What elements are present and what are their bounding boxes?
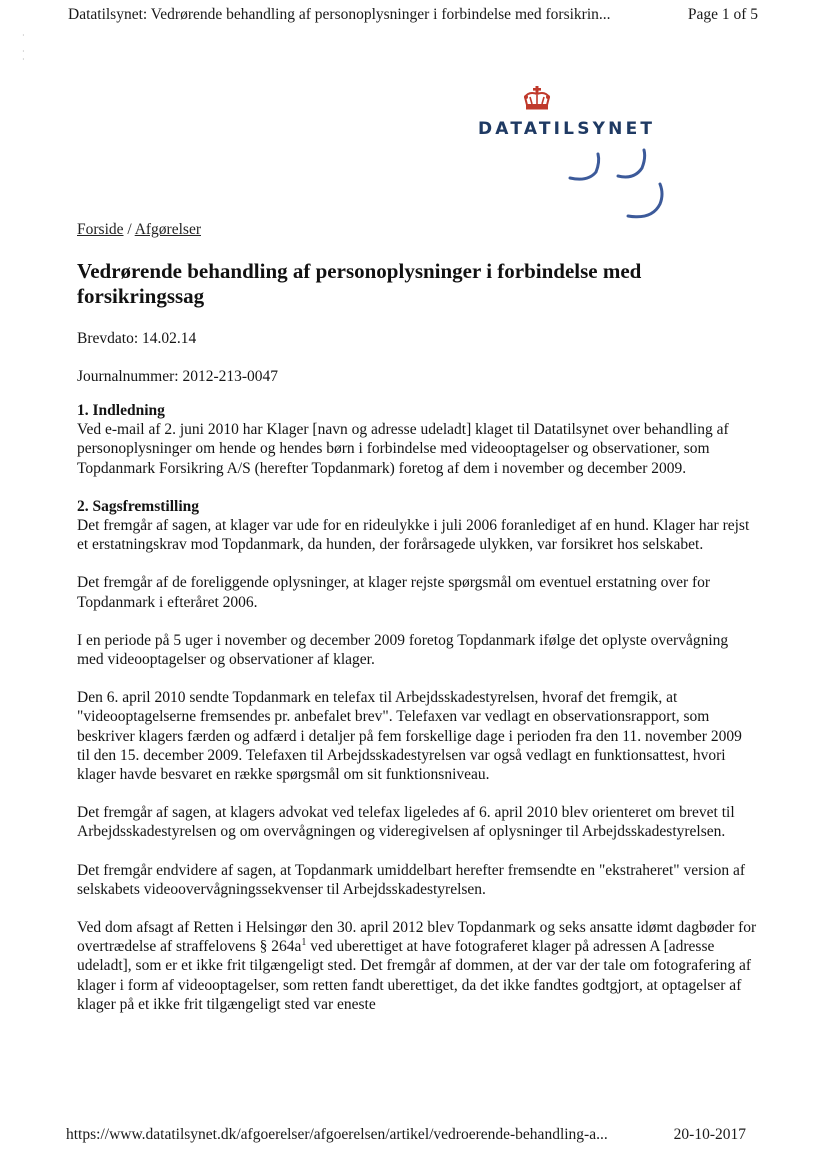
- section-heading-sagsfremstilling: 2. Sagsfremstilling: [77, 497, 199, 515]
- print-header: [68, 6, 758, 24]
- paragraph: Det fremgår af sagen, at klagers advokat ved telefax ligeledes af 6. april 2010 blev orienteret om brevet til Arbejdsskadestyrelsen og om overvågningen og videregivelsen af oplysninger til Arbejdsskadestyrelsen.: [77, 804, 735, 841]
- breadcrumb-section-link[interactable]: Afgørelser: [134, 221, 201, 238]
- scan-artifact: · · ·: [22, 31, 25, 64]
- paragraph: [77, 918, 757, 1014]
- letter-date: Brevdato: 14.02.14: [77, 330, 197, 347]
- breadcrumb-separator: /: [123, 221, 135, 238]
- paragraph: Den 6. april 2010 sendte Topdanmark en telefax til Arbejdsskadestyrelsen, hvoraf det fremgik, at "videooptagelserne fremsendes pr. anbefalet brev". Telefaxen var vedlagt en observationsrapport, som beskriver klagers færden og adfærd i detaljer på fem forskellige dage i perioden fra den 11. november 2009 til den 15. december 2009. Telefaxen til Arbejdsskadestyrelsen var også vedlagt en funktionsattest, hvori klager havde besvaret en række spørgsmål om sit funktionsniveau.: [77, 689, 742, 784]
- page-title: Vedrørende behandling af personoplysninger i forbindelse med forsikringssag: [77, 259, 642, 308]
- datatilsynet-logo: [470, 86, 710, 156]
- paragraph-text: ved uberettiget at have fotograferet klager på adressen A [adresse udeladt], som er et ikke frit tilgængeligt sted. Det fremgår af dommen, at der var der tale om fotografering af klager i form af videooptagelser, som retten fandt uberettiget, da det ikke fandtes godtgjort, at optagelser af klager på et ikke frit tilgængeligt sted var eneste: [77, 938, 752, 1013]
- footnote-marker[interactable]: 1: [301, 937, 307, 949]
- document-body: [77, 401, 757, 1033]
- print-footer: [66, 1126, 746, 1144]
- paragraph: Det fremgår af sagen, at klager var ude for en rideulykke i juli 2006 foranlediget af en hund. Klager har rejst et erstatningskrav mod Topdanmark, da hunden, der forårsagede ulykken, var forsikret hos selskabet.: [77, 517, 750, 554]
- paragraph-text: Ved dom afsagt af Retten i Helsingør den 30. april 2012 blev Topdanmark og seks ansatte idømt dagbøder for overtrædelse af straffelovens § 264a: [77, 919, 757, 956]
- logo-text: DATATILSYNET: [478, 119, 656, 139]
- crown-icon: [522, 86, 552, 112]
- print-header-title: Datatilsynet: Vedrørende behandling af personoplysninger i forbindelse med forsikrin...: [68, 6, 611, 23]
- paragraph: Ved e-mail af 2. juni 2010 har Klager [navn og adresse udeladt] klaget til Datatilsynet over behandling af personoplysninger om hende og hendes børn i forbindelse med videooptagelser og observationer, som Topdanmark Forsikring A/S (herefter Topdanmark) foretog af dem i november og december 2009.: [77, 421, 729, 477]
- footer-url: https://www.datatilsynet.dk/afgoerelser/afgoerelsen/artikel/vedroerende-behandling-a...: [66, 1126, 608, 1143]
- footer-date: 20-10-2017: [673, 1126, 746, 1143]
- breadcrumb: [77, 221, 201, 239]
- paragraph: I en periode på 5 uger i november og december 2009 foretog Topdanmark ifølge det oplyste overvågning med videooptagelser og observationer af klager.: [77, 631, 729, 669]
- paragraph: Det fremgår endvidere af sagen, at Topdanmark umiddelbart herefter fremsendte en "ekstraheret" version af selskabets videoovervågningssekvenser til Arbejdsskadestyrelsen.: [77, 861, 746, 898]
- section-heading-indledning: 1. Indledning: [77, 402, 165, 419]
- journal-number: Journalnummer: 2012-213-0047: [77, 368, 279, 385]
- handwritten-signature: [560, 148, 680, 228]
- paragraph: Det fremgår af de foreliggende oplysninger, at klager rejste spørgsmål om eventuel erstatning over for Topdanmark i efteråret 2006.: [77, 574, 711, 611]
- breadcrumb-home-link[interactable]: Forside: [77, 221, 124, 238]
- print-header-page: Page 1 of 5: [687, 6, 758, 23]
